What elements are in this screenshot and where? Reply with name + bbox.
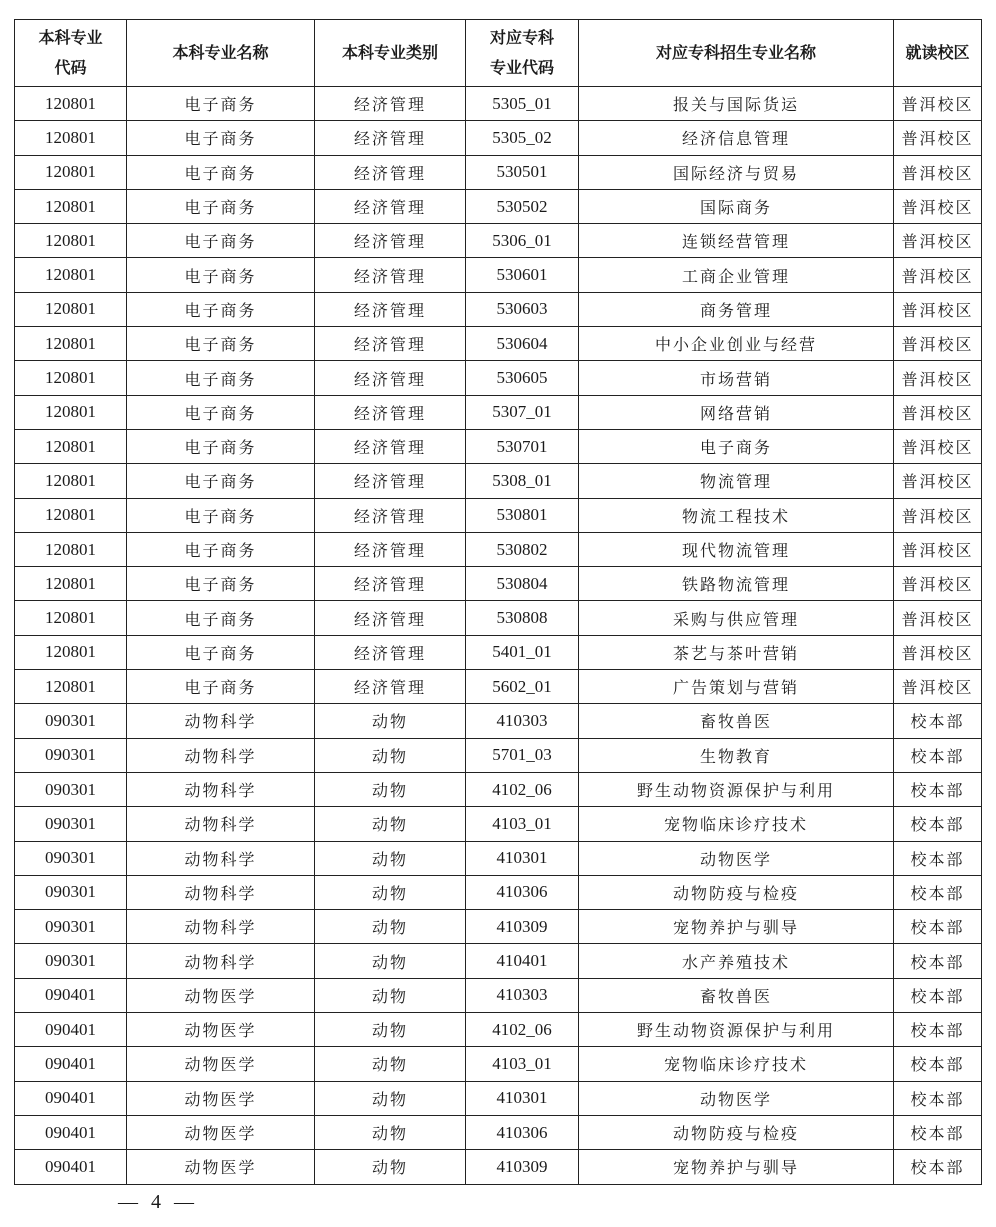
cell-undergrad-name: 动物医学 bbox=[127, 1150, 315, 1184]
cell-undergrad-code: 120801 bbox=[15, 292, 127, 326]
cell-campus: 校本部 bbox=[894, 1013, 982, 1047]
cell-campus: 普洱校区 bbox=[894, 532, 982, 566]
cell-undergrad-name: 动物医学 bbox=[127, 1081, 315, 1115]
table-row bbox=[15, 532, 982, 566]
cell-campus: 校本部 bbox=[894, 1115, 982, 1149]
cell-junior-name: 野生动物资源保护与利用 bbox=[579, 1013, 894, 1047]
cell-junior-name: 动物医学 bbox=[579, 1081, 894, 1115]
cell-undergrad-code: 090301 bbox=[15, 738, 127, 772]
cell-undergrad-code: 120801 bbox=[15, 361, 127, 395]
header-line: 本科专业类别 bbox=[341, 43, 438, 62]
cell-undergrad-code: 120801 bbox=[15, 224, 127, 258]
cell-undergrad-category: 动物 bbox=[315, 841, 466, 875]
cell-undergrad-code: 120801 bbox=[15, 121, 127, 155]
table-row bbox=[15, 875, 982, 909]
cell-undergrad-name: 电子商务 bbox=[127, 292, 315, 326]
table-row bbox=[15, 1081, 982, 1115]
cell-junior-code: 410301 bbox=[466, 841, 579, 875]
cell-campus: 普洱校区 bbox=[894, 361, 982, 395]
cell-campus: 普洱校区 bbox=[894, 327, 982, 361]
cell-junior-code: 410306 bbox=[466, 875, 579, 909]
cell-junior-code: 530605 bbox=[466, 361, 579, 395]
cell-undergrad-category: 动物 bbox=[315, 978, 466, 1012]
cell-junior-name: 野生动物资源保护与利用 bbox=[579, 772, 894, 806]
cell-junior-code: 410303 bbox=[466, 978, 579, 1012]
cell-junior-code: 530502 bbox=[466, 189, 579, 223]
cell-undergrad-code: 090301 bbox=[15, 704, 127, 738]
cell-campus: 普洱校区 bbox=[894, 498, 982, 532]
cell-undergrad-code: 120801 bbox=[15, 670, 127, 704]
table-row bbox=[15, 1115, 982, 1149]
cell-campus: 普洱校区 bbox=[894, 601, 982, 635]
cell-junior-name: 畜牧兽医 bbox=[579, 978, 894, 1012]
cell-campus: 普洱校区 bbox=[894, 670, 982, 704]
cell-undergrad-name: 动物科学 bbox=[127, 772, 315, 806]
table-row bbox=[15, 395, 982, 429]
cell-junior-name: 动物防疫与检疫 bbox=[579, 875, 894, 909]
cell-campus: 校本部 bbox=[894, 1150, 982, 1184]
header-line: 就读校区 bbox=[905, 43, 970, 62]
table-row bbox=[15, 635, 982, 669]
header-junior-code bbox=[466, 20, 579, 87]
cell-undergrad-code: 090401 bbox=[15, 1081, 127, 1115]
cell-campus: 普洱校区 bbox=[894, 464, 982, 498]
cell-undergrad-code: 120801 bbox=[15, 567, 127, 601]
header-junior-name bbox=[579, 20, 894, 87]
table-row bbox=[15, 704, 982, 738]
cell-junior-code: 530501 bbox=[466, 155, 579, 189]
table-row bbox=[15, 429, 982, 463]
table-row bbox=[15, 601, 982, 635]
cell-undergrad-category: 经济管理 bbox=[315, 87, 466, 121]
table-row bbox=[15, 87, 982, 121]
cell-junior-name: 国际商务 bbox=[579, 189, 894, 223]
table-row bbox=[15, 258, 982, 292]
cell-undergrad-category: 动物 bbox=[315, 807, 466, 841]
header-campus bbox=[894, 20, 982, 87]
table-row bbox=[15, 1150, 982, 1184]
cell-undergrad-name: 动物科学 bbox=[127, 738, 315, 772]
cell-undergrad-name: 动物科学 bbox=[127, 807, 315, 841]
cell-junior-name: 物流管理 bbox=[579, 464, 894, 498]
cell-undergrad-name: 电子商务 bbox=[127, 327, 315, 361]
cell-campus: 校本部 bbox=[894, 1081, 982, 1115]
header-line: 本科专业 bbox=[38, 28, 103, 47]
major-mapping-table bbox=[14, 19, 982, 1185]
cell-junior-code: 5308_01 bbox=[466, 464, 579, 498]
cell-undergrad-category: 动物 bbox=[315, 1150, 466, 1184]
cell-campus: 普洱校区 bbox=[894, 258, 982, 292]
table-row bbox=[15, 772, 982, 806]
cell-undergrad-name: 电子商务 bbox=[127, 189, 315, 223]
table-row bbox=[15, 567, 982, 601]
cell-junior-name: 商务管理 bbox=[579, 292, 894, 326]
cell-undergrad-code: 090301 bbox=[15, 910, 127, 944]
header-line: 代码 bbox=[54, 58, 87, 77]
cell-junior-code: 530801 bbox=[466, 498, 579, 532]
table-row bbox=[15, 841, 982, 875]
cell-campus: 校本部 bbox=[894, 738, 982, 772]
cell-undergrad-category: 经济管理 bbox=[315, 635, 466, 669]
cell-junior-name: 动物防疫与检疫 bbox=[579, 1115, 894, 1149]
cell-undergrad-name: 动物医学 bbox=[127, 1115, 315, 1149]
cell-undergrad-category: 经济管理 bbox=[315, 224, 466, 258]
cell-undergrad-name: 电子商务 bbox=[127, 361, 315, 395]
cell-undergrad-code: 090401 bbox=[15, 978, 127, 1012]
cell-undergrad-category: 经济管理 bbox=[315, 361, 466, 395]
table-row bbox=[15, 189, 982, 223]
cell-undergrad-name: 电子商务 bbox=[127, 601, 315, 635]
cell-junior-name: 畜牧兽医 bbox=[579, 704, 894, 738]
cell-junior-name: 宠物养护与驯导 bbox=[579, 910, 894, 944]
cell-undergrad-name: 动物医学 bbox=[127, 1047, 315, 1081]
cell-undergrad-category: 动物 bbox=[315, 704, 466, 738]
cell-junior-code: 410309 bbox=[466, 1150, 579, 1184]
cell-junior-code: 410303 bbox=[466, 704, 579, 738]
cell-undergrad-code: 120801 bbox=[15, 155, 127, 189]
cell-campus: 普洱校区 bbox=[894, 155, 982, 189]
cell-undergrad-category: 经济管理 bbox=[315, 498, 466, 532]
cell-junior-code: 530604 bbox=[466, 327, 579, 361]
cell-campus: 校本部 bbox=[894, 841, 982, 875]
cell-junior-code: 4103_01 bbox=[466, 807, 579, 841]
cell-junior-code: 4103_01 bbox=[466, 1047, 579, 1081]
cell-junior-code: 5305_01 bbox=[466, 87, 579, 121]
cell-campus: 普洱校区 bbox=[894, 292, 982, 326]
cell-undergrad-category: 经济管理 bbox=[315, 395, 466, 429]
cell-junior-code: 530808 bbox=[466, 601, 579, 635]
cell-undergrad-name: 电子商务 bbox=[127, 498, 315, 532]
table-row bbox=[15, 670, 982, 704]
cell-undergrad-name: 电子商务 bbox=[127, 635, 315, 669]
table-row bbox=[15, 498, 982, 532]
header-line: 对应专科招生专业名称 bbox=[655, 43, 816, 62]
cell-junior-name: 生物教育 bbox=[579, 738, 894, 772]
table-header-row bbox=[15, 20, 982, 87]
cell-undergrad-code: 090401 bbox=[15, 1115, 127, 1149]
cell-campus: 普洱校区 bbox=[894, 429, 982, 463]
cell-campus: 校本部 bbox=[894, 910, 982, 944]
cell-junior-name: 采购与供应管理 bbox=[579, 601, 894, 635]
cell-undergrad-category: 经济管理 bbox=[315, 189, 466, 223]
cell-junior-code: 410301 bbox=[466, 1081, 579, 1115]
cell-undergrad-code: 120801 bbox=[15, 429, 127, 463]
cell-junior-code: 530603 bbox=[466, 292, 579, 326]
cell-campus: 校本部 bbox=[894, 1047, 982, 1081]
cell-junior-name: 现代物流管理 bbox=[579, 532, 894, 566]
cell-undergrad-code: 090301 bbox=[15, 841, 127, 875]
cell-campus: 普洱校区 bbox=[894, 224, 982, 258]
table-row bbox=[15, 464, 982, 498]
cell-undergrad-name: 动物科学 bbox=[127, 841, 315, 875]
cell-undergrad-code: 120801 bbox=[15, 87, 127, 121]
cell-undergrad-code: 120801 bbox=[15, 635, 127, 669]
cell-undergrad-category: 经济管理 bbox=[315, 327, 466, 361]
table-row bbox=[15, 121, 982, 155]
cell-campus: 校本部 bbox=[894, 772, 982, 806]
cell-junior-code: 5401_01 bbox=[466, 635, 579, 669]
cell-junior-name: 宠物临床诊疗技术 bbox=[579, 807, 894, 841]
header-undergrad-name bbox=[127, 20, 315, 87]
header-line: 对应专科 bbox=[489, 28, 554, 47]
cell-undergrad-name: 电子商务 bbox=[127, 429, 315, 463]
cell-undergrad-code: 120801 bbox=[15, 395, 127, 429]
cell-junior-name: 连锁经营管理 bbox=[579, 224, 894, 258]
cell-undergrad-category: 经济管理 bbox=[315, 258, 466, 292]
table-row bbox=[15, 910, 982, 944]
cell-junior-name: 茶艺与茶叶营销 bbox=[579, 635, 894, 669]
cell-junior-code: 5701_03 bbox=[466, 738, 579, 772]
cell-campus: 普洱校区 bbox=[894, 121, 982, 155]
cell-undergrad-name: 电子商务 bbox=[127, 395, 315, 429]
cell-junior-name: 广告策划与营销 bbox=[579, 670, 894, 704]
cell-junior-name: 中小企业创业与经营 bbox=[579, 327, 894, 361]
cell-junior-code: 410306 bbox=[466, 1115, 579, 1149]
cell-undergrad-code: 090301 bbox=[15, 772, 127, 806]
cell-junior-name: 报关与国际货运 bbox=[579, 87, 894, 121]
cell-undergrad-code: 090301 bbox=[15, 875, 127, 909]
cell-junior-name: 网络营销 bbox=[579, 395, 894, 429]
cell-campus: 普洱校区 bbox=[894, 395, 982, 429]
cell-undergrad-name: 动物科学 bbox=[127, 704, 315, 738]
cell-undergrad-code: 120801 bbox=[15, 189, 127, 223]
cell-junior-code: 5305_02 bbox=[466, 121, 579, 155]
cell-undergrad-category: 经济管理 bbox=[315, 429, 466, 463]
header-undergrad-code bbox=[15, 20, 127, 87]
cell-junior-code: 530601 bbox=[466, 258, 579, 292]
cell-junior-name: 宠物养护与驯导 bbox=[579, 1150, 894, 1184]
cell-undergrad-name: 动物医学 bbox=[127, 1013, 315, 1047]
cell-undergrad-code: 120801 bbox=[15, 532, 127, 566]
table-row bbox=[15, 224, 982, 258]
cell-campus: 普洱校区 bbox=[894, 87, 982, 121]
cell-undergrad-code: 090301 bbox=[15, 807, 127, 841]
cell-campus: 校本部 bbox=[894, 704, 982, 738]
cell-undergrad-name: 电子商务 bbox=[127, 670, 315, 704]
cell-undergrad-category: 动物 bbox=[315, 1115, 466, 1149]
table-row bbox=[15, 738, 982, 772]
cell-undergrad-name: 电子商务 bbox=[127, 532, 315, 566]
cell-undergrad-code: 090401 bbox=[15, 1013, 127, 1047]
header-line: 本科专业名称 bbox=[172, 43, 269, 62]
cell-undergrad-code: 120801 bbox=[15, 601, 127, 635]
cell-junior-name: 物流工程技术 bbox=[579, 498, 894, 532]
cell-junior-name: 国际经济与贸易 bbox=[579, 155, 894, 189]
cell-junior-code: 4102_06 bbox=[466, 772, 579, 806]
cell-undergrad-code: 090301 bbox=[15, 944, 127, 978]
cell-junior-name: 电子商务 bbox=[579, 429, 894, 463]
cell-campus: 普洱校区 bbox=[894, 635, 982, 669]
cell-junior-code: 5307_01 bbox=[466, 395, 579, 429]
cell-undergrad-category: 动物 bbox=[315, 1013, 466, 1047]
cell-campus: 校本部 bbox=[894, 978, 982, 1012]
table-body bbox=[15, 87, 982, 1185]
cell-junior-code: 5306_01 bbox=[466, 224, 579, 258]
cell-undergrad-code: 090401 bbox=[15, 1047, 127, 1081]
cell-junior-name: 水产养殖技术 bbox=[579, 944, 894, 978]
cell-undergrad-category: 动物 bbox=[315, 875, 466, 909]
cell-undergrad-category: 经济管理 bbox=[315, 155, 466, 189]
cell-undergrad-name: 电子商务 bbox=[127, 121, 315, 155]
table-row bbox=[15, 807, 982, 841]
cell-undergrad-name: 电子商务 bbox=[127, 567, 315, 601]
cell-campus: 校本部 bbox=[894, 875, 982, 909]
cell-junior-code: 410401 bbox=[466, 944, 579, 978]
cell-junior-name: 宠物临床诊疗技术 bbox=[579, 1047, 894, 1081]
cell-undergrad-name: 电子商务 bbox=[127, 464, 315, 498]
cell-undergrad-category: 经济管理 bbox=[315, 670, 466, 704]
cell-undergrad-category: 经济管理 bbox=[315, 532, 466, 566]
table-row bbox=[15, 1047, 982, 1081]
page-number: — 4 — bbox=[118, 1191, 198, 1213]
cell-undergrad-name: 电子商务 bbox=[127, 87, 315, 121]
cell-campus: 校本部 bbox=[894, 807, 982, 841]
cell-undergrad-category: 经济管理 bbox=[315, 292, 466, 326]
cell-undergrad-category: 动物 bbox=[315, 1047, 466, 1081]
cell-undergrad-name: 动物医学 bbox=[127, 978, 315, 1012]
cell-campus: 普洱校区 bbox=[894, 567, 982, 601]
cell-junior-code: 410309 bbox=[466, 910, 579, 944]
cell-undergrad-name: 电子商务 bbox=[127, 224, 315, 258]
table-row bbox=[15, 1013, 982, 1047]
cell-undergrad-category: 经济管理 bbox=[315, 464, 466, 498]
table-row bbox=[15, 361, 982, 395]
cell-undergrad-category: 经济管理 bbox=[315, 121, 466, 155]
cell-undergrad-name: 动物科学 bbox=[127, 944, 315, 978]
cell-undergrad-name: 动物科学 bbox=[127, 875, 315, 909]
cell-undergrad-category: 经济管理 bbox=[315, 601, 466, 635]
table-row bbox=[15, 327, 982, 361]
cell-campus: 校本部 bbox=[894, 944, 982, 978]
cell-undergrad-category: 动物 bbox=[315, 910, 466, 944]
cell-junior-name: 动物医学 bbox=[579, 841, 894, 875]
table-row bbox=[15, 978, 982, 1012]
cell-junior-name: 铁路物流管理 bbox=[579, 567, 894, 601]
cell-undergrad-code: 120801 bbox=[15, 464, 127, 498]
cell-undergrad-code: 090401 bbox=[15, 1150, 127, 1184]
header-line: 专业代码 bbox=[489, 58, 554, 77]
cell-undergrad-category: 经济管理 bbox=[315, 567, 466, 601]
cell-undergrad-name: 电子商务 bbox=[127, 258, 315, 292]
cell-undergrad-name: 动物科学 bbox=[127, 910, 315, 944]
cell-junior-code: 530804 bbox=[466, 567, 579, 601]
cell-campus: 普洱校区 bbox=[894, 189, 982, 223]
table-row bbox=[15, 292, 982, 326]
header-undergrad-category bbox=[315, 20, 466, 87]
cell-junior-code: 530802 bbox=[466, 532, 579, 566]
table-row bbox=[15, 155, 982, 189]
cell-undergrad-category: 动物 bbox=[315, 1081, 466, 1115]
cell-undergrad-name: 电子商务 bbox=[127, 155, 315, 189]
cell-undergrad-code: 120801 bbox=[15, 258, 127, 292]
cell-undergrad-code: 120801 bbox=[15, 327, 127, 361]
cell-junior-name: 工商企业管理 bbox=[579, 258, 894, 292]
cell-junior-name: 经济信息管理 bbox=[579, 121, 894, 155]
cell-junior-name: 市场营销 bbox=[579, 361, 894, 395]
cell-undergrad-category: 动物 bbox=[315, 738, 466, 772]
cell-junior-code: 530701 bbox=[466, 429, 579, 463]
cell-undergrad-category: 动物 bbox=[315, 772, 466, 806]
cell-junior-code: 4102_06 bbox=[466, 1013, 579, 1047]
cell-undergrad-category: 动物 bbox=[315, 944, 466, 978]
cell-undergrad-code: 120801 bbox=[15, 498, 127, 532]
cell-junior-code: 5602_01 bbox=[466, 670, 579, 704]
table-row bbox=[15, 944, 982, 978]
